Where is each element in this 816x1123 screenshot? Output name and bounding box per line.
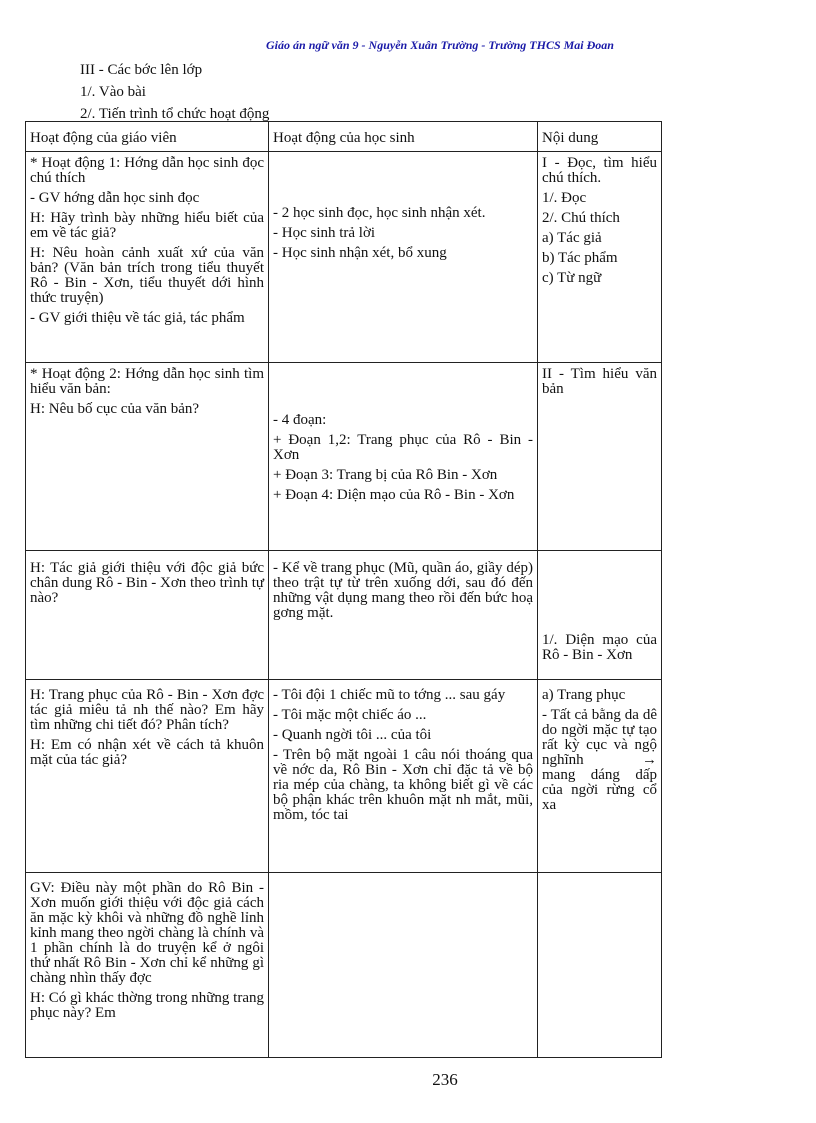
header-content: Nội dung [538, 122, 662, 152]
list-item: c) Từ ngữ [542, 270, 602, 286]
teacher-cell [26, 873, 269, 1058]
list-item: * Hoạt động 1: Hớng dẫn học sinh đọc chú thích [30, 156, 264, 186]
content-cell [538, 363, 662, 551]
list-item: - Học sinh nhận xét, bổ xung [273, 245, 447, 261]
content-cell [538, 551, 662, 680]
content-text: - Tất cả bằng da dê do ngời mặc tự tạo rất kỳ cục và ngộ nghĩnh [542, 707, 657, 768]
list-item: 1/. Diện mạo của Rô - Bin - Xơn [542, 633, 657, 663]
list-item: H: Tác giả giới thiệu với độc giả bức chân dung Rô - Bin - Xơn theo trình tự nào? [30, 560, 264, 606]
content-cell [538, 873, 662, 1058]
list-item: H: Nêu bố cục của văn bản? [30, 401, 200, 417]
list-item: - GV giới thiệu về tác giả, tác phẩm [30, 310, 245, 326]
list-item: II - Tìm hiểu văn bản [542, 366, 657, 397]
teacher-cell [26, 551, 269, 680]
list-item: H: Hãy trình bày những hiểu biết của em về tác giả? [30, 210, 264, 241]
table-row [26, 152, 662, 363]
list-item: H: Trang phục của Rô - Bin - Xơn đợc tác giả miêu tả nh thế nào? Em hãy tìm những chi tiết đó? Phân tích? [30, 687, 264, 733]
table-row [26, 680, 662, 873]
list-item: - GV hớng dẫn học sinh đọc [30, 190, 200, 206]
table-row [26, 551, 662, 680]
table-header-row [26, 122, 662, 152]
student-cell [269, 152, 538, 363]
page-number: 236 [432, 1070, 458, 1089]
list-item: - Tôi đội 1 chiếc mũ to tớng ... sau gáy [273, 688, 506, 703]
list-item: - Quanh ngời tôi ... của tôi [273, 727, 432, 743]
list-item: + Đoạn 1,2: Trang phục của Rô - Bin - Xơn [273, 432, 533, 463]
list-item: mang dáng dấp của ngời rừng cổ xa [542, 767, 657, 813]
student-cell [269, 363, 538, 551]
list-item: - Tôi mặc một chiếc áo ... [273, 707, 427, 723]
content-cell [538, 680, 662, 873]
section-heading: III - Các bớc lên lớp [80, 62, 203, 78]
list-item: I - Đọc, tìm hiểu chú thích. [542, 155, 657, 186]
teacher-cell [26, 363, 269, 551]
list-item: a) Trang phục [542, 687, 626, 703]
list-item: b) Tác phẩm [542, 250, 618, 266]
list-item: - 2 học sinh đọc, học sinh nhận xét. [273, 205, 486, 221]
list-item: - Trên bộ mặt ngoài 1 câu nói thoáng qua về nớc da, Rô Bin - Xơn chỉ đặc tả về bộ ria mép của chàng, ta không biết gì về các bộ phận khác trên khuôn mặt nh mắt, mũi, mồm, tóc tai [273, 747, 533, 823]
teacher-cell [26, 680, 269, 873]
arrow-right-icon: → [642, 752, 657, 768]
header-teacher: Hoạt động của giáo viên [26, 122, 269, 152]
list-item: - Kể về trang phục (Mũ, quần áo, giầy dép) theo trật tự từ trên xuống dới, sau đó đến những vật dụng mang theo rồi đến bức hoạ gơng mặt. [273, 560, 533, 621]
list-item: * Hoạt động 2: Hớng dẫn học sinh tìm hiểu văn bản: [30, 366, 264, 397]
step-intro: 1/. Vào bài [80, 84, 146, 100]
list-item: 1/. Đọc [542, 190, 587, 206]
content-cell [538, 152, 662, 363]
student-cell [269, 551, 538, 680]
lesson-table [25, 121, 662, 1058]
header-student: Hoạt động của học sinh [269, 122, 538, 152]
table-row [26, 363, 662, 551]
teacher-cell [26, 152, 269, 363]
table-row [26, 873, 662, 1058]
page-header: Giáo án ngữ văn 9 - Nguyễn Xuân Trường - Trường THCS Mai Đoan [266, 38, 614, 52]
student-cell [269, 873, 538, 1058]
list-item: + Đoạn 3: Trang bị của Rô Bin - Xơn [273, 467, 498, 483]
list-item: - Học sinh trả lời [273, 225, 376, 241]
list-item: + Đoạn 4: Diện mạo của Rô - Bin - Xơn [273, 487, 515, 503]
list-item: GV: Điều này một phần do Rô Bin - Xơn muốn giới thiệu với độc giả cách ăn mặc kỳ khôi và những đồ nghề lỉnh kỉnh mang theo ngời chàng là chính và 1 phần chính là do truyện kể ở ngôi thứ nhất Rô Bin - Xơn chỉ kể những gì chàng nhìn thấy đợc [30, 881, 264, 986]
list-item: H: Nêu hoàn cảnh xuất xứ của văn bản? (Văn bản trích trong tiểu thuyết Rô - Bin - Xơn, tiểu thuyết dới hình thức truyện) [30, 245, 264, 306]
list-item: H: Em có nhận xét về cách tả khuôn mặt của tác giả? [30, 737, 264, 768]
list-item: 2/. Chú thích [542, 210, 620, 226]
list-item: H: Có gì khác thờng trong những trang phục này? Em [30, 990, 264, 1021]
list-item [542, 708, 657, 768]
step-activities: 2/. Tiến trình tổ chức hoạt động [80, 106, 270, 122]
list-item: - 4 đoạn: [273, 413, 327, 428]
list-item: a) Tác giả [542, 230, 602, 246]
student-cell [269, 680, 538, 873]
